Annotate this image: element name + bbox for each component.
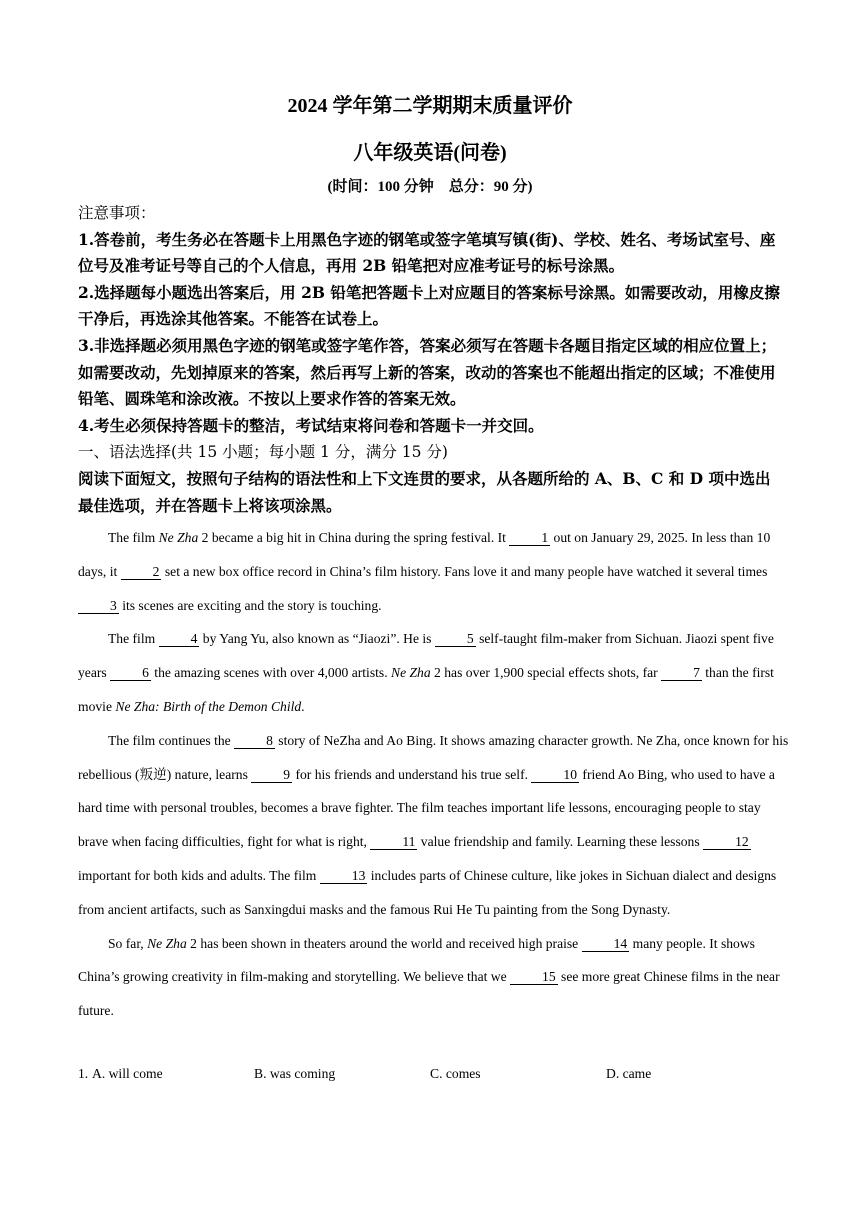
passage-text: 2 has been shown in theaters around the world and received high praise bbox=[186, 935, 582, 951]
passage-paragraph-4 bbox=[78, 927, 790, 1028]
section-instructions: 阅读下面短文，按照句子结构的语法性和上下文连贯的要求，从各题所给的 A、B、C 和 D 项中选出最佳选项，并在答题卡上将该项涂黑。 bbox=[78, 468, 771, 515]
option-d: D. came bbox=[606, 1066, 652, 1081]
passage-text: includes parts of Chinese culture, like jokes in Sichuan dialect and designs from ancient artifacts, such as Sanxingdui masks and the famous Rui He Tu painting from the Song Dynasty. bbox=[78, 867, 777, 917]
passage-text: 2 has over 1,900 special effects shots, far bbox=[430, 665, 662, 681]
passage-text: its scenes are exciting and the story is touching. bbox=[118, 597, 382, 613]
blank-13: 13 bbox=[320, 868, 368, 884]
notice-block bbox=[78, 200, 784, 519]
question-1-number: 1. bbox=[78, 1066, 89, 1081]
blank-15: 15 bbox=[510, 969, 558, 985]
passage-text: out on January 29, 2025. In less than 10 days, it bbox=[78, 530, 771, 579]
blank-2: 2 bbox=[121, 564, 162, 580]
passage-text: self-taught film-maker from Sichuan. Jiaozi spent five years bbox=[78, 631, 774, 681]
notice-heading: 注意事项： bbox=[78, 204, 156, 222]
notice-item-4: 4.考生必须保持答题卡的整洁，考试结束将问卷和答题卡一并交回。 bbox=[78, 415, 544, 435]
passage-text: The film bbox=[108, 631, 159, 647]
blank-5: 5 bbox=[435, 631, 476, 647]
notice-item-2: 2.选择题每小题选出答案后，用 2B 铅笔把答题卡上对应题目的答案标号涂黑。如需要改动，用橡皮擦干净后，再选涂其他答案。不能答在试卷上。 bbox=[78, 282, 780, 329]
blank-12: 12 bbox=[703, 834, 751, 850]
blank-8: 8 bbox=[234, 733, 275, 749]
option-c: C. comes bbox=[430, 1066, 481, 1081]
reading-passage bbox=[78, 521, 790, 1028]
passage-text: story of NeZha and Ao Bing. It shows amazing character growth. Ne Zha, once known for his rebellious (叛逆) nature, learns bbox=[78, 732, 789, 782]
passage-text: than the first movie bbox=[78, 665, 774, 714]
passage-text: for his friends and understand his true self. bbox=[292, 766, 532, 782]
blank-11: 11 bbox=[370, 834, 417, 850]
passage-text: see more great Chinese films in the near future. bbox=[78, 969, 780, 1019]
blank-3: 3 bbox=[78, 598, 119, 614]
passage-text: set a new box office record in China’s film history. Fans love it and many people have watched it several times bbox=[161, 563, 768, 579]
passage-text: by Yang Yu, also known as “Jiaozi”. He is bbox=[199, 631, 435, 647]
passage-text: . bbox=[301, 698, 305, 714]
blank-4: 4 bbox=[159, 631, 200, 647]
option-b: B. was coming bbox=[254, 1066, 336, 1081]
section-title: 一、语法选择(共 15 小题；每小题 1 分，满分 15 分) bbox=[78, 443, 448, 462]
notice-item-3: 3.非选择题必须用黑色字迹的钢笔或签字笔作答，答案必须写在答题卡各题目指定区域的相应位置上；如需要改动，先划掉原来的答案，然后再写上新的答案，改动的答案也不能超出指定的区域；不准使用铅笔、圆珠笔和涂改液。不按以上要求作答的答案无效。 bbox=[78, 335, 777, 409]
passage-text: value friendship and family. Learning these lessons bbox=[417, 834, 704, 850]
film-title-italic: Ne Zha bbox=[147, 935, 187, 951]
option-a: A. will come bbox=[92, 1066, 163, 1081]
passage-paragraph-2 bbox=[78, 622, 790, 723]
film-title-italic: Ne Zha bbox=[158, 530, 199, 545]
blank-1: 1 bbox=[509, 530, 550, 546]
film-title-italic: Ne Zha: Birth of the Demon Child bbox=[115, 698, 302, 714]
passage-text: 2 became a big hit in China during the spring festival. It bbox=[198, 530, 510, 545]
passage-text: important for both kids and adults. The film bbox=[78, 867, 320, 883]
blank-9: 9 bbox=[251, 767, 292, 783]
blank-6: 6 bbox=[110, 665, 151, 681]
time-info: (时间：100 分钟 总分：90 分) bbox=[327, 179, 533, 195]
blank-10: 10 bbox=[531, 767, 579, 783]
passage-text: many people. It shows China’s growing creativity in film-making and storytelling. We believe that we bbox=[78, 935, 755, 985]
passage-text: So far, bbox=[108, 935, 148, 951]
notice-item-1: 1.答卷前，考生务必在答题卡上用黑色字迹的钢笔或签字笔填写镇(街)、学校、姓名、考场试室号、座位号及准考证号等自己的个人信息，再用 2B 铅笔把对应准考证号的标号涂黑。 bbox=[78, 229, 776, 276]
passage-text: The film continues the bbox=[108, 732, 235, 748]
blank-14: 14 bbox=[582, 936, 630, 952]
passage-paragraph-1 bbox=[78, 521, 790, 622]
passage-text: The film bbox=[108, 530, 159, 545]
film-title-italic: Ne Zha bbox=[391, 665, 431, 681]
blank-7: 7 bbox=[661, 665, 702, 681]
exam-subtitle: 八年级英语(问卷) bbox=[353, 142, 507, 164]
exam-title: 2024 学年第二学期期末质量评价 bbox=[287, 95, 573, 117]
passage-paragraph-3 bbox=[78, 724, 790, 927]
passage-text: friend Ao Bing, who used to have a hard time with personal troubles, becomes a brave fighter. The film teaches important life lessons, encouraging people to stay brave when facing difficulties, fight for what is right, bbox=[78, 766, 775, 850]
passage-text: the amazing scenes with over 4,000 artists. bbox=[150, 665, 391, 681]
